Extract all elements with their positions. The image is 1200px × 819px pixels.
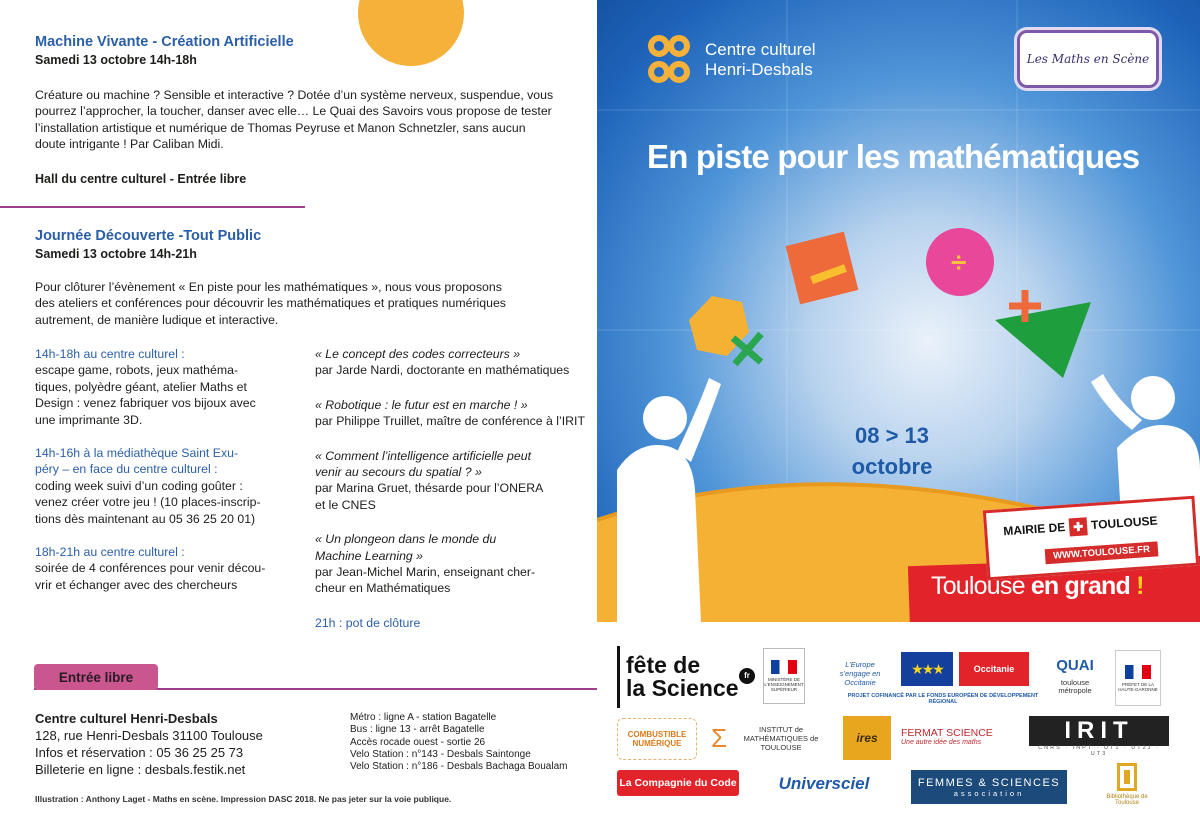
europe-engage-logo: L’Europe s’engage en Occitanie — [839, 659, 881, 687]
talk-item: « Robotique : le futur est en marche ! » par Philippe Truillet, maître de conférence à l’IRIT — [315, 397, 585, 429]
french-flag-icon — [771, 660, 797, 674]
toulouse-url: WWW.TOULOUSE.FR — [1045, 541, 1159, 564]
svg-text:÷: ÷ — [951, 247, 967, 278]
venue-name: Centre culturel Henri-Desbals — [35, 711, 218, 726]
sigma-icon: Σ — [711, 722, 728, 753]
bibliotheque-toulouse-logo: Bibliothèque de Toulouse — [1097, 756, 1157, 812]
cover-panel — [597, 0, 1200, 622]
desbals-logo-icon — [647, 34, 691, 86]
compagnie-du-code-logo: La Compagnie du Code — [617, 770, 739, 796]
orange-square-shape — [786, 232, 859, 305]
event2-description: Pour clôturer l’évènement « En piste pour les mathématiques », nous vous proposons des ateliers et conférences pour découvrir les mathématiques et pratiques numériques autrement, de manière ludique et interactive. — [35, 280, 506, 327]
venue-street: 128, rue Henri-Desbals 31100 Toulouse — [35, 728, 263, 743]
entry-badge: Entrée libre — [34, 664, 158, 690]
toulouse-en-grand-slogan: Toulouse en grand ! — [931, 572, 1144, 600]
talk-item: « Comment l’intelligence artificielle peut venir au secours du spatial ? » par Marina Gruet, thésarde pour l’ONERA et le CNES — [315, 448, 544, 512]
ministry-logo: MINISTÈRE DE L’ENSEIGNEMENT SUPÉRIEUR — [763, 648, 805, 704]
event1-location: Hall du centre culturel - Entrée libre — [35, 172, 247, 186]
talk-item: « Un plongeon dans le monde du Machine Learning » par Jean-Michel Marin, enseignant cher- cheur en Mathématiques — [315, 532, 536, 596]
decorative-yellow-circle — [358, 0, 464, 66]
logo-line1: Centre culturel — [705, 40, 816, 59]
venue-phone: Infos et réservation : 05 36 25 25 73 — [35, 745, 244, 760]
irit-logo: IRIT — [1029, 716, 1169, 746]
schedule-column — [35, 346, 305, 610]
program-panel — [0, 0, 597, 819]
talks-column — [315, 346, 590, 631]
transit-info: Métro : ligne A - station Bagatelle Bus : ligne 13 - arrêt Bagatelle Accès rocade ouest - sortie 26 Velo Station : n°143 - Desbals Saintonge Velo Station : n°186 - Desbals Bachaga Boualam — [350, 712, 568, 773]
logo-line2: Henri-Desbals — [705, 60, 813, 79]
irit-partners: CNRS · INPT · UT1 · UT2J · UT3 — [1038, 745, 1160, 757]
quai-des-savoirs-logo: QUAI toulouse métropole — [1056, 656, 1094, 695]
cover-headline: En piste pour les mathématiques — [647, 138, 1140, 175]
schedule-block: 14h-18h au centre culturel : escape game, robots, jeux mathéma- tiques, polyèdre géant, atelier Maths et Design : venez fabriquer vos bijoux avec une imprimante 3D. — [35, 347, 256, 427]
universciel-logo: Universciel — [778, 774, 870, 793]
eu-flag-logo: ★★★ — [901, 652, 953, 686]
mairie-toulouse-logo: MAIRIE DE ✚ TOULOUSE WWW.TOULOUSE.FR — [983, 496, 1199, 581]
event1-date: Samedi 13 octobre 14h-18h — [35, 53, 197, 67]
ires-logo: ires — [843, 716, 891, 760]
closing-drinks: 21h : pot de clôture — [315, 615, 421, 630]
event1-title: Machine Vivante - Création Artificielle — [35, 34, 294, 50]
maths-en-scene-logo: Les Maths en Scène — [1017, 30, 1159, 88]
event1-description: Créature ou machine ? Sensible et interactive ? Dotée d’un système nerveux, suspendue, vous pourrez l’approcher, la toucher, danser avec elle… Le Quai des Savoirs vous propose de tester l’installation artistique et numérique de Thomas Peyruse et Manon Schnetzler, sans aucun doute intrigante ! Par Caliban Midi. — [35, 88, 554, 152]
partner-logos — [597, 622, 1200, 819]
venue-address — [35, 710, 263, 778]
fete-de-la-science-logo: fête de la Science fr — [617, 646, 759, 708]
fermat-science-logo: FERMAT SCIENCE Une autre idée des maths — [901, 726, 993, 746]
combustible-numerique-logo: COMBUSTIBLE NUMÉRIQUE — [617, 718, 697, 760]
occitanie-logo: Occitanie — [959, 652, 1029, 686]
schedule-block: 18h-21h au centre culturel : soirée de 4 conférences pour venir décou- vrir et échanger avec des chercheurs — [35, 545, 266, 592]
event2-date: Samedi 13 octobre 14h-21h — [35, 247, 197, 261]
event2-title: Journée Découverte -Tout Public — [35, 228, 262, 244]
femmes-et-sciences-logo: FEMMES & SCIENCES association — [911, 770, 1067, 804]
event-dates: 08 > 13 octobre — [851, 423, 933, 479]
occitan-cross-icon: ✚ — [1069, 517, 1088, 536]
section-divider — [0, 206, 305, 208]
centre-culturel-logo — [647, 34, 816, 86]
eu-funding-note: PROJET COFINANCÉ PAR LE FONDS EUROPÉEN DE DÉVELOPPEMENT RÉGIONAL — [847, 693, 1039, 705]
schedule-block: 14h-16h à la médiathèque Saint Exu- péry – en face du centre culturel : coding week suivi d’un coding goûter : venez créer votre jeu ! (10 places-inscrip- tions dès maintenant au 05 36 25 20 01) — [35, 446, 261, 526]
prefecture-logo: PRÉFET DE LA HAUTE-GARONNE — [1115, 650, 1161, 706]
illustration-credit: Illustration : Anthony Laget - Maths en scène. Impression DASC 2018. Ne pas jeter sur la voie publique. — [35, 794, 452, 804]
french-flag-icon — [1125, 665, 1151, 679]
library-mark-icon — [1117, 763, 1137, 791]
green-triangle-shape — [995, 302, 1091, 378]
venue-ticketing: Billeterie en ligne : desbals.festik.net — [35, 762, 246, 777]
green-cross-shape — [733, 334, 761, 364]
talk-item: « Le concept des codes correcteurs » par Jarde Nardi, doctorante en mathématiques — [315, 347, 570, 378]
institut-mathematiques-logo: Σ INSTITUT de MATHÉMATIQUES de TOULOUSE — [711, 722, 819, 753]
